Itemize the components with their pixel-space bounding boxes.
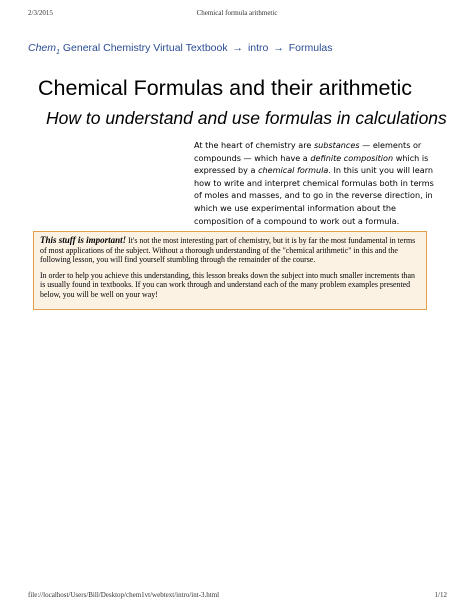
page-subtitle: How to understand and use formulas in calculations bbox=[46, 108, 447, 128]
print-date: 2/3/2015 bbox=[28, 9, 53, 17]
brand-logo[interactable] bbox=[28, 42, 60, 57]
callout-paragraph-2: In order to help you achieve this understanding, this lesson breaks down the subject into much smaller increments than is usually found in textbooks. If you can work through and understand each of the many problem examples presented below, you will be well on your way! bbox=[40, 270, 415, 299]
callout-heading: This stuff is important! bbox=[40, 235, 127, 245]
page-title: Chemical Formulas and their arithmetic bbox=[38, 76, 412, 100]
breadcrumb-intro-link[interactable]: intro bbox=[247, 42, 269, 54]
callout-paragraph-1: This stuff is important! It's not the most interesting part of chemistry, but it is by far the most fundamental in terms of most applications of the subject. Without a thorough understanding of the "chemical arithmetic" in this and the following lesson, you will find yourself stumbling through the remainder of the course. bbox=[40, 235, 416, 265]
term-substances: substances bbox=[313, 140, 360, 150]
breadcrumb bbox=[28, 42, 333, 56]
brand-subscript: 1 bbox=[56, 49, 60, 57]
breadcrumb-separator: → bbox=[232, 42, 244, 54]
term-chemical-formula: chemical formula bbox=[258, 165, 329, 176]
brand-name: Chem bbox=[28, 42, 57, 54]
intro-paragraph: At the heart of chemistry are substances — elements or compounds — which have a definite composition which is expressed by a chemical formula. In this unit you will learn how to write and interpret chemical formulas both in terms of moles and masses, and to go in the reverse direction, in which we use experimental information about the composition of a compound to work out a formula. bbox=[194, 140, 434, 226]
term-definite-composition: definite composition bbox=[310, 152, 394, 163]
important-callout bbox=[33, 231, 427, 310]
breadcrumb-site-link[interactable]: General Chemistry Virtual Textbook bbox=[62, 42, 228, 54]
print-page-title: Chemical formula arithmetic bbox=[196, 9, 278, 17]
print-file-path: file://localhost/Users/Bill/Desktop/chem1vt/webtext/intro/int-3.html bbox=[28, 591, 220, 599]
breadcrumb-separator: → bbox=[273, 42, 284, 54]
print-page-number: 1/12 bbox=[434, 591, 447, 599]
breadcrumb-formulas-link[interactable]: Formulas bbox=[288, 42, 333, 54]
